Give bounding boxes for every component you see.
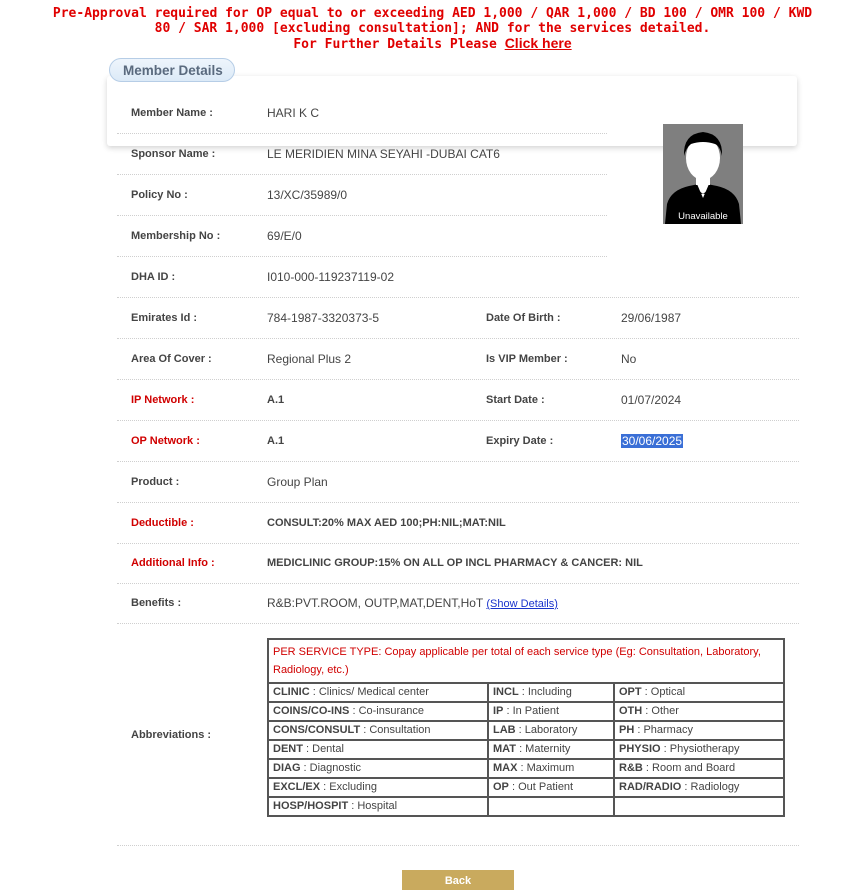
abbreviation-cell <box>268 702 488 721</box>
benefits-value <box>267 583 558 625</box>
abbreviation-desc: : Pharmacy <box>634 724 693 736</box>
abbreviation-key: R&B <box>619 762 643 774</box>
abbreviation-key: MAX <box>493 762 518 774</box>
abbreviation-key: RAD/RADIO <box>619 781 682 793</box>
abbreviations-header: PER SERVICE TYPE: Copay applicable per total of each service type (Eg: Consultation, Laboratory, Radiology, etc.) <box>268 639 784 683</box>
abbreviation-cell <box>268 721 488 740</box>
abbreviation-key: PH <box>619 724 635 736</box>
ip-network-row <box>117 380 799 421</box>
member-name-value: HARI K C <box>267 106 320 120</box>
abbreviation-cell <box>488 740 614 759</box>
show-details-link[interactable]: (Show Details) <box>486 598 558 610</box>
abbreviation-desc: : Physiotherapy <box>660 743 740 755</box>
area-of-cover-row <box>117 339 799 380</box>
benefits-text: R&B:PVT.ROOM, OUTP,MAT,DENT,HoT <box>267 596 484 610</box>
abbreviation-key: CONS/CONSULT <box>273 724 361 736</box>
policy-no-row <box>117 175 607 216</box>
benefits-row <box>117 583 799 624</box>
abbreviation-desc: : Laboratory <box>515 724 578 736</box>
sponsor-name-label: Sponsor Name : <box>131 148 216 160</box>
abbreviation-desc: : Co-insurance <box>349 705 424 717</box>
dha-id-row <box>117 257 799 298</box>
abbreviation-key: MAT <box>493 743 517 755</box>
abbreviation-cell <box>614 759 784 778</box>
notice-line-3-text: For Further Details Please <box>293 37 505 52</box>
abbreviation-desc: : Maximum <box>517 762 575 774</box>
membership-no-label: Membership No : <box>131 230 221 242</box>
date-of-birth-value: 29/06/1987 <box>621 311 682 325</box>
abbreviation-cell <box>488 778 614 797</box>
click-here-link[interactable]: Click here <box>504 35 572 51</box>
table-row <box>268 759 784 778</box>
start-date-value: 01/07/2024 <box>621 393 682 407</box>
abbreviation-key: PHYSIO <box>619 743 661 755</box>
abbreviation-desc: : Consultation <box>360 724 431 736</box>
abbreviations-label: Abbreviations : <box>131 729 212 741</box>
expiry-date-value <box>621 421 683 462</box>
table-row <box>268 740 784 759</box>
abbreviation-desc: : Out Patient <box>508 781 574 793</box>
vip-member-value: No <box>621 352 637 366</box>
abbreviation-desc: : Maternity <box>516 743 571 755</box>
abbreviation-desc: : Diagnostic <box>300 762 362 774</box>
membership-no-row <box>117 216 607 257</box>
membership-no-value: 69/E/0 <box>267 229 302 243</box>
expiry-date-highlight: 30/06/2025 <box>622 434 683 448</box>
abbreviation-key: DENT <box>273 743 303 755</box>
notice-line-3 <box>0 36 865 52</box>
notice-line-1: Pre-Approval required for OP equal to or exceeding AED 1,000 / QAR 1,000 / BD 100 / OMR 100 / KWD <box>52 6 813 21</box>
policy-no-label: Policy No : <box>131 189 188 201</box>
emirates-id-label: Emirates Id : <box>131 312 198 324</box>
additional-info-row <box>117 543 799 584</box>
abbreviations-divider <box>117 845 799 846</box>
product-label: Product : <box>131 476 180 488</box>
abbreviation-key: OPT <box>619 686 642 698</box>
abbreviation-cell <box>488 797 614 816</box>
deductible-label: Deductible : <box>131 517 194 529</box>
area-of-cover-label: Area Of Cover : <box>131 353 212 365</box>
table-row <box>268 797 784 816</box>
abbreviation-cell <box>614 683 784 702</box>
abbreviation-key: IP <box>493 705 504 717</box>
abbreviation-cell <box>614 778 784 797</box>
additional-info-value: MEDICLINIC GROUP:15% ON ALL OP INCL PHARMACY & CANCER: NIL <box>267 557 643 569</box>
preapproval-notice <box>0 6 865 52</box>
back-button[interactable]: Back <box>402 870 514 890</box>
abbreviation-key: LAB <box>493 724 516 736</box>
sponsor-name-value: LE MERIDIEN MINA SEYAHI -DUBAI CAT6 <box>267 147 500 161</box>
table-row <box>268 702 784 721</box>
deductible-value: CONSULT:20% MAX AED 100;PH:NIL;MAT:NIL <box>267 517 506 529</box>
policy-no-value: 13/XC/35989/0 <box>267 188 348 202</box>
abbreviation-cell <box>268 778 488 797</box>
abbreviation-desc: : Optical <box>641 686 686 698</box>
member-photo <box>663 124 743 224</box>
abbreviation-key: OP <box>493 781 509 793</box>
abbreviation-desc: : Radiology <box>681 781 740 793</box>
abbreviations-table <box>267 638 785 817</box>
abbreviation-cell <box>268 759 488 778</box>
emirates-id-row <box>117 298 799 339</box>
member-name-label: Member Name : <box>131 107 213 119</box>
abbreviation-cell <box>614 702 784 721</box>
date-of-birth-label: Date Of Birth : <box>486 312 561 324</box>
abbreviation-cell <box>488 759 614 778</box>
sponsor-name-row <box>117 134 607 175</box>
product-row <box>117 462 799 503</box>
abbreviation-cell <box>268 683 488 702</box>
abbreviation-cell <box>614 797 784 816</box>
abbreviation-desc: : Excluding <box>320 781 377 793</box>
table-row <box>268 778 784 797</box>
ip-network-label: IP Network : <box>131 394 195 406</box>
abbreviation-desc: : Including <box>518 686 572 698</box>
abbreviation-cell <box>488 702 614 721</box>
emirates-id-value: 784-1987-3320373-5 <box>267 311 380 325</box>
op-network-value: A.1 <box>267 435 285 447</box>
op-network-row <box>117 421 799 462</box>
abbreviation-key: CLINIC <box>273 686 310 698</box>
abbreviation-desc: : Other <box>642 705 679 717</box>
abbreviation-cell <box>488 683 614 702</box>
abbreviation-key: COINS/CO-INS <box>273 705 350 717</box>
notice-line-2: 80 / SAR 1,000 [excluding consultation]; AND for the services detailed. <box>154 21 711 36</box>
ip-network-value: A.1 <box>267 394 285 406</box>
abbreviation-cell <box>268 740 488 759</box>
abbreviation-cell <box>268 797 488 816</box>
additional-info-label: Additional Info : <box>131 557 215 569</box>
abbreviation-key: INCL <box>493 686 519 698</box>
product-value: Group Plan <box>267 475 328 489</box>
abbreviation-desc: : Hospital <box>348 800 398 812</box>
dha-id-label: DHA ID : <box>131 271 176 283</box>
area-of-cover-value: Regional Plus 2 <box>267 352 352 366</box>
expiry-date-label: Expiry Date : <box>486 435 554 447</box>
abbreviation-cell <box>614 740 784 759</box>
abbreviation-desc: : In Patient <box>503 705 560 717</box>
op-network-label: OP Network : <box>131 435 200 447</box>
member-details-tab[interactable]: Member Details <box>109 58 235 82</box>
vip-member-label: Is VIP Member : <box>486 353 568 365</box>
table-row <box>268 683 784 702</box>
abbreviation-key: OTH <box>619 705 643 717</box>
table-row <box>268 721 784 740</box>
deductible-row <box>117 503 799 544</box>
abbreviation-cell <box>488 721 614 740</box>
person-silhouette-icon <box>663 124 743 224</box>
benefits-label: Benefits : <box>131 597 182 609</box>
abbreviation-key: EXCL/EX <box>273 781 321 793</box>
row-divider <box>117 623 799 624</box>
dha-id-value: I010-000-119237119-02 <box>267 270 394 284</box>
abbreviation-cell <box>614 721 784 740</box>
start-date-label: Start Date : <box>486 394 545 406</box>
abbreviation-key: HOSP/HOSPIT <box>273 800 349 812</box>
member-name-row <box>117 93 607 134</box>
abbreviation-key: DIAG <box>273 762 301 774</box>
abbreviation-desc: : Room and Board <box>642 762 736 774</box>
abbreviation-desc: : Dental <box>302 743 344 755</box>
abbreviation-desc: : Clinics/ Medical center <box>309 686 429 698</box>
photo-unavailable-caption: Unavailable <box>678 211 728 222</box>
